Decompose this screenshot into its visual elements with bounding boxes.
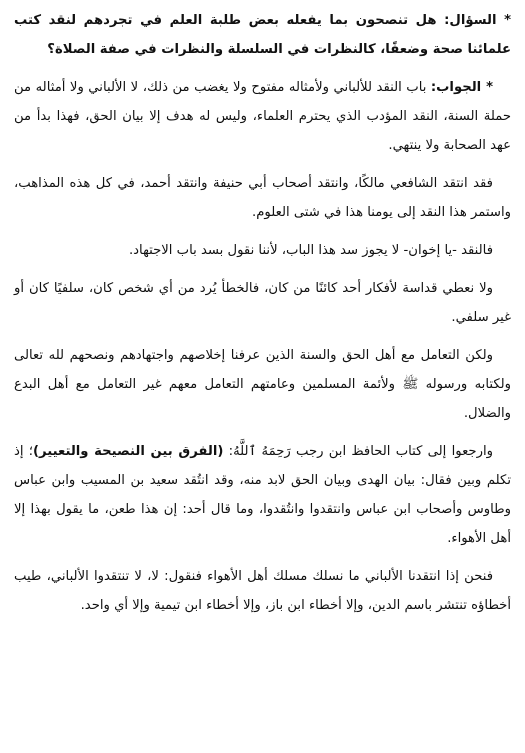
question-label: * السؤال:: [444, 13, 511, 28]
answer-paragraph: [14, 73, 511, 160]
question-text: هل تنصحون بما يفعله بعض طلبة العلم في تجردهم لنقد كتب علمائنا صحة وضعفًا، كالنظرات في السلسلة والنظرات في صفة الصلاة؟: [14, 13, 511, 57]
reference-book-title: (الفرق بين النصيحة والتعيير): [33, 444, 224, 459]
paragraph-ijtihad: فالنقد -يا إخوان- لا يجوز سد هذا الباب، لأننا نقول بسد باب الاجتهاد.: [128, 243, 493, 258]
answer-label: * الجواب:: [430, 80, 493, 95]
reference-suffix: ؛ إذ تكلم وبين فقال: بيان الهدى وبيان الحق لابد منه، وقد انتُقد سعيد بن المسيب وابن عباس وطاوس وأصحاب ابن عباس وانتقدوا وانتُقدوا، وما قال أحد: إن هذا طعن، ما يقول بهذا إلا أهل الأهواء.: [14, 444, 511, 546]
closing-paragraph: فنحن إذا انتقدنا الألباني ما نسلك مسلك أهل الأهواء فنقول: لا، لا تنتقدوا الألباني، طيب أخطاؤه تنتشر باسم الدين، وإلا أخطاء ابن باز، وإلا أخطاء ابن تيمية وإلا أي واحد.: [14, 569, 511, 613]
answer-text: باب النقد للألباني ولأمثاله مفتوح ولا يغضب من ذلك، لا الألباني ولا أمثاله من حملة السنة، النقد المؤدب الذي يحترم العلماء، وليس له هدف إلا بيان الحق، فهذا بدأ من عهد الصحابة ولا ينتهي.: [14, 80, 511, 153]
question-paragraph: [14, 6, 511, 64]
paragraph-dealing-with-sunnah: ولكن التعامل مع أهل الحق والسنة الذين عرفنا إخلاصهم واجتهادهم ونصحهم لله تعالى ولكتابه ورسوله ﷺ ولأئمة المسلمين وعامتهم التعامل معهم غير التعامل مع أهل البدع والضلال.: [14, 348, 511, 421]
reference-prefix: وارجعوا إلى كتاب الحافظ ابن رجب رَحِمَهُ ٱللَّهُ:: [223, 444, 493, 459]
paragraph-critique-history: فقد انتقد الشافعي مالكًا، وانتقد أصحاب أبي حنيفة وانتقد أحمد، في كل هذه المذاهب، واستمر هذا النقد إلى يومنا هذا في شتى العلوم.: [14, 176, 511, 220]
paragraph-no-sanctity: ولا نعطي قداسة لأفكار أحد كائنًا من كان، فالخطأ يُرد من أي شخص كان، سلفيًا كان أو غير سلفي.: [14, 281, 511, 325]
reference-paragraph: [14, 437, 511, 553]
